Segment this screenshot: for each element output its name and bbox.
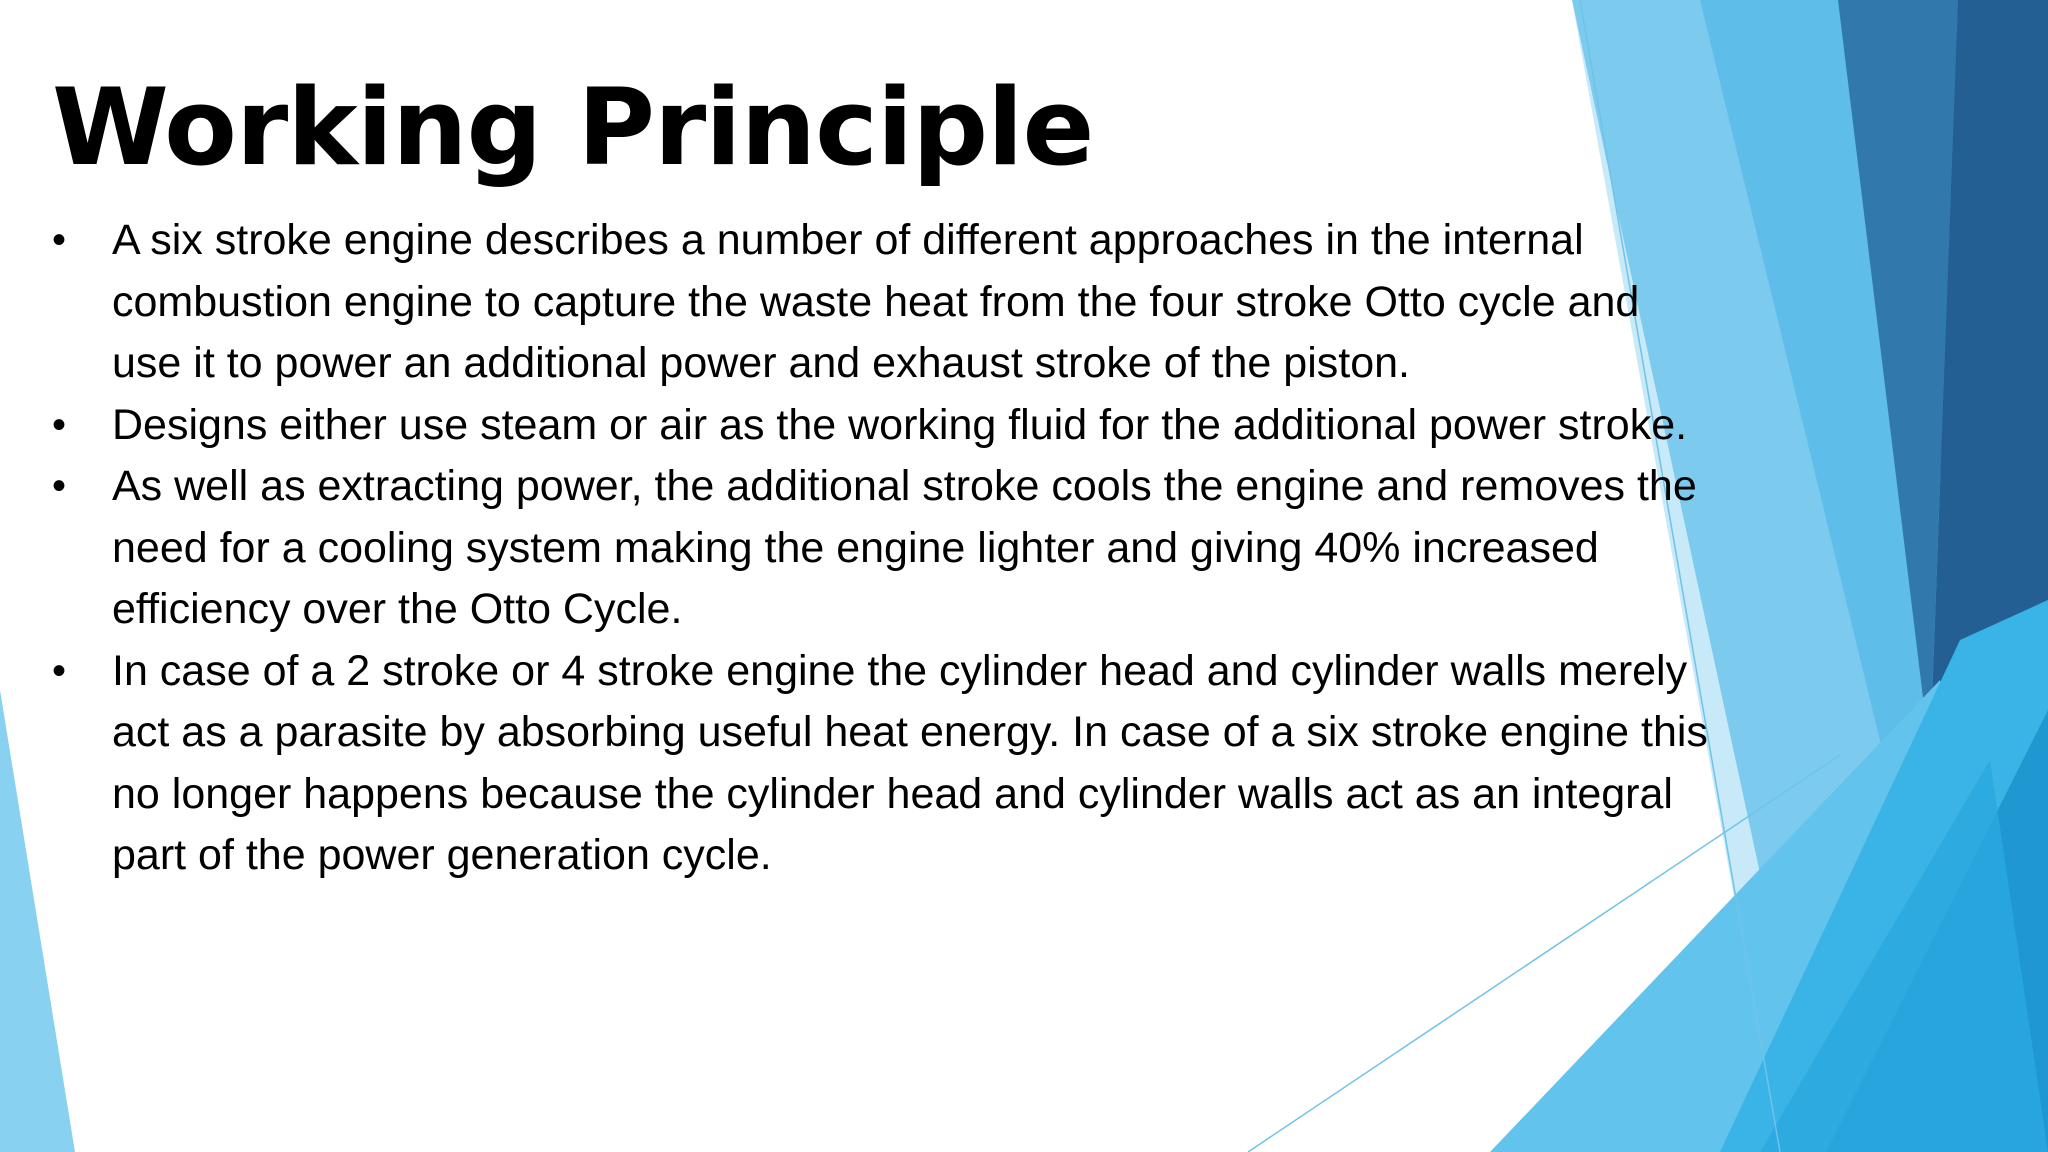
slide-title: Working Principle (52, 66, 1094, 189)
bullet-text: Designs either use steam or air as the working fluid for the additional power stroke. (112, 400, 1688, 449)
bullet-text: As well as extracting power, the additional stroke cools the engine and removes the need for a cooling system making the engine lighter and giving 40% increased efficiency over the Otto Cycle. (112, 462, 1697, 633)
bullet-icon: • (52, 218, 67, 262)
bullet-item (52, 395, 1712, 457)
bullet-item (52, 456, 1712, 641)
bullet-item (52, 641, 1712, 887)
bullet-text: A six stroke engine describes a number of different approaches in the internal combustion engine to capture the waste heat from the four stroke Otto cycle and use it to power an additional power and exhaust stroke of the piston. (112, 216, 1640, 387)
bullet-list (52, 210, 1712, 887)
bullet-icon: • (52, 402, 67, 447)
bullet-item (52, 210, 1712, 395)
bullet-icon: • (52, 648, 67, 693)
bullet-text: In case of a 2 stroke or 4 stroke engine the cylinder head and cylinder walls merely act as a parasite by absorbing useful heat energy. In case of a six stroke engine this no longer happens because the cylinder head and cylinder walls act as an integral part of the power generation cycle. (112, 646, 1708, 879)
bullet-icon: • (52, 464, 67, 508)
